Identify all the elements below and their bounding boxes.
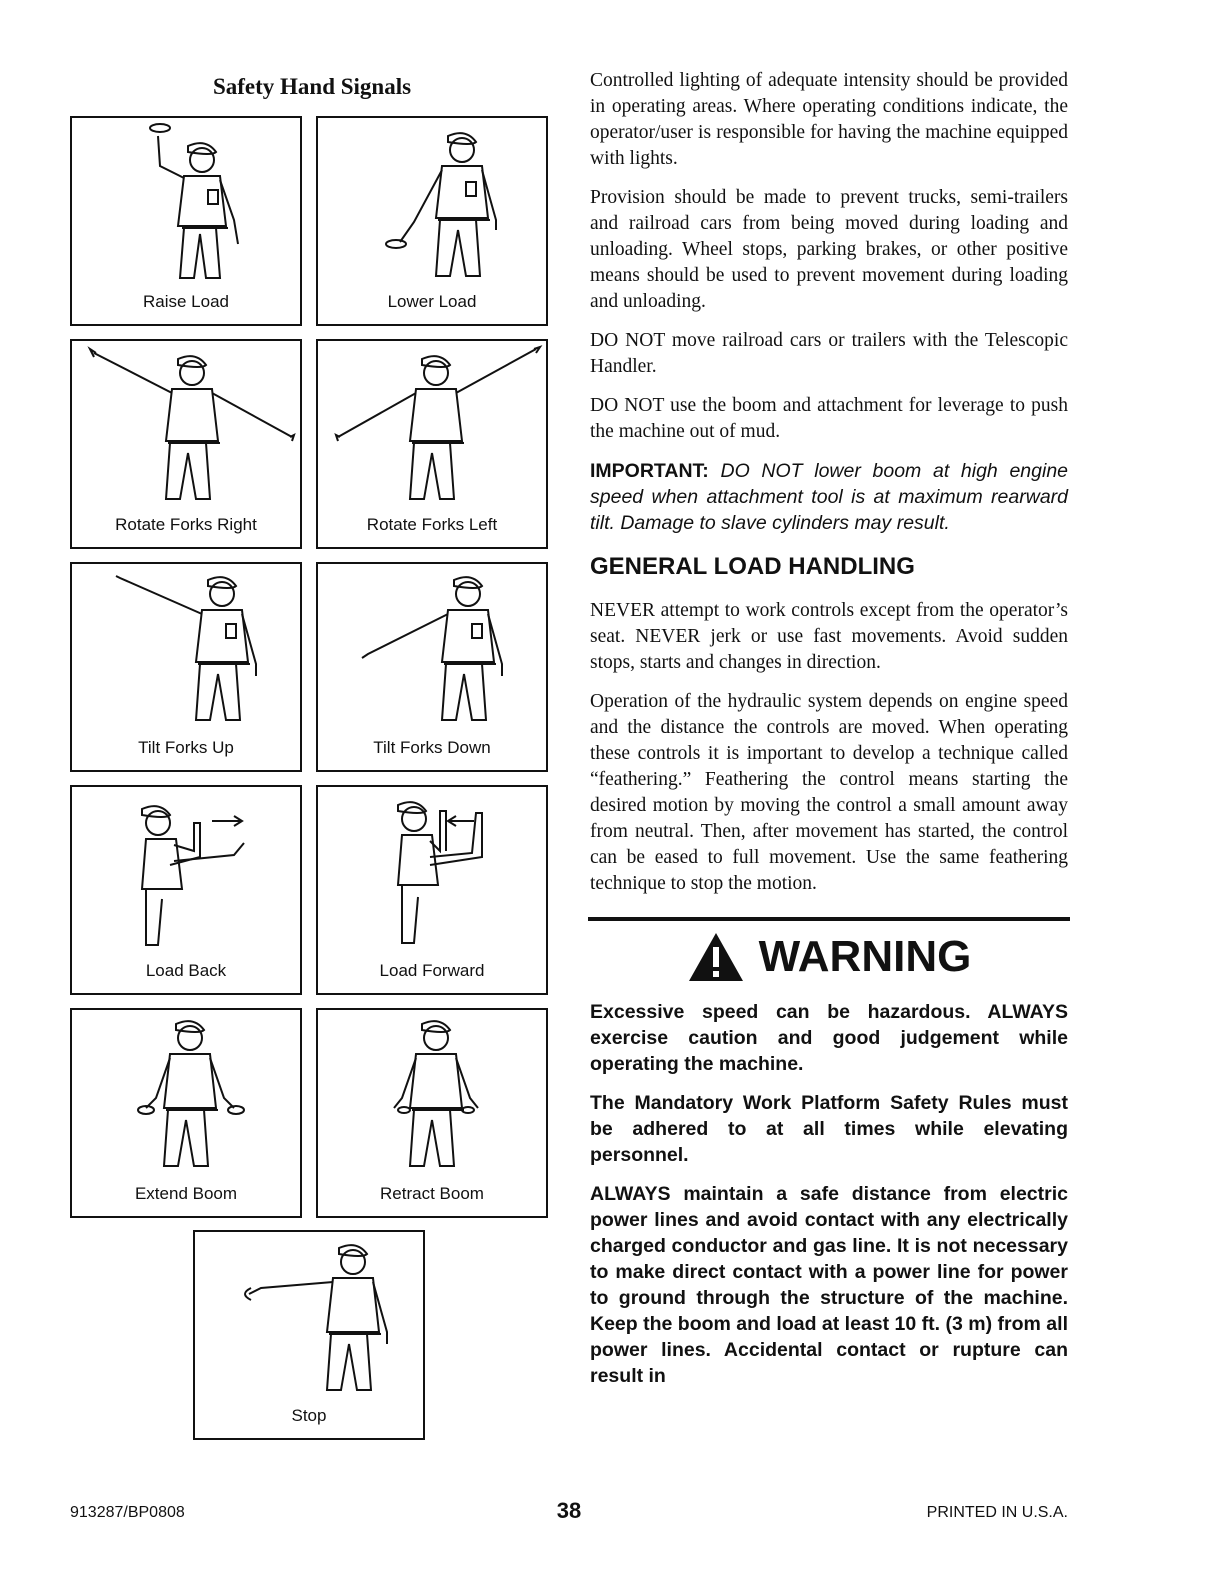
signal-panel-tilt-forks-down: [316, 562, 548, 772]
signal-caption: Raise Load: [142, 292, 229, 311]
signals-title: Safety Hand Signals: [212, 74, 412, 99]
lighting-paragraph: Controlled lighting of adequate intensity should be provided in operating areas. Where operating conditions indicate, the operator/user is responsible for having the machine equipped with lights.: [590, 70, 1068, 169]
signal-caption: Rotate Forks Right: [115, 515, 257, 534]
signal-caption: Tilt Forks Up: [138, 738, 234, 757]
signal-caption: Load Back: [145, 961, 227, 980]
body-text-column: [590, 68, 1068, 1402]
boom-leverage-paragraph: DO NOT use the boom and attachment for leverage to push the machine out of mud.: [590, 395, 1068, 442]
signal-panel-raise-load: [70, 116, 302, 326]
warning-triangle-icon: [687, 931, 745, 983]
railroad-cars-paragraph: DO NOT move railroad cars or trailers with the Telescopic Handler.: [590, 330, 1068, 377]
section-heading: GENERAL LOAD HANDLING: [590, 553, 915, 580]
signal-panel-retract-boom: [316, 1008, 548, 1218]
warning-title: WARNING: [758, 932, 972, 981]
warning-header: [590, 931, 1068, 983]
signal-panel-tilt-forks-up: [70, 562, 302, 772]
signal-panel-load-forward: [316, 785, 548, 995]
signal-caption: Lower Load: [387, 292, 477, 311]
signal-panel-extend-boom: [70, 1008, 302, 1218]
signal-panel-load-back: [70, 785, 302, 995]
signal-caption: Load Forward: [379, 961, 485, 980]
page-footer: [70, 1500, 1068, 1526]
page-number: 38: [556, 1498, 582, 1523]
important-note: [590, 458, 1068, 536]
important-label: IMPORTANT:: [590, 460, 709, 482]
warning-platform-rules: The Mandatory Work Platform Safety Rules must be adhered to at all times while elevating personnel.: [590, 1092, 1068, 1166]
signal-caption: Tilt Forks Down: [373, 738, 491, 757]
signal-caption: Rotate Forks Left: [366, 515, 498, 534]
doc-number: 913287/BP0808: [70, 1504, 185, 1521]
warning-divider: [588, 917, 1070, 921]
signal-caption: Extend Boom: [134, 1184, 238, 1203]
prevent-movement-paragraph: Provision should be made to prevent trucks, semi-trailers and railroad cars from being moved during loading and unloading. Wheel stops, parking brakes, or other positive means should be used to prevent movement during loading and unloading.: [590, 187, 1068, 312]
signal-panel-rotate-forks-left: [316, 339, 548, 549]
important-text: DO NOT lower boom at high engine speed when attachment tool is at maximum rearward tilt. Damage to slave cylinders may result.: [590, 460, 1069, 534]
signal-panel-rotate-forks-right: [70, 339, 302, 549]
warning-speed: Excessive speed can be hazardous. ALWAYS exercise caution and good judgement while operating the machine.: [590, 1001, 1068, 1075]
signal-panel-stop: [193, 1230, 425, 1440]
printed-in: PRINTED IN U.S.A.: [926, 1504, 1068, 1521]
controls-paragraph: NEVER attempt to work controls except from the operator’s seat. NEVER jerk or use fast movements. Avoid sudden stops, starts and changes in direction.: [590, 600, 1068, 673]
warning-power-lines: ALWAYS maintain a safe distance from electric power lines and avoid contact with any electrically charged conductor and gas line. It is not necessary to make direct contact with a power line for power to ground through the structure of the machine. Keep the boom and load at least 10 ft. (3 m) from all power lines. Accidental contact or rupture can result in: [590, 1183, 1068, 1387]
feathering-paragraph: Operation of the hydraulic system depends on engine speed and the distance the controls are moved. When operating these controls it is important to develop a technique called “feathering.” Feathering the control means starting the desired motion by moving the control a small amount away from neutral. Then, after movement has started, the control can be eased to full movement. Use the same feathering technique to stop the motion.: [590, 691, 1068, 894]
signal-caption: Retract Boom: [380, 1184, 484, 1203]
signal-panel-lower-load: [316, 116, 548, 326]
signal-caption: Stop: [291, 1406, 327, 1425]
